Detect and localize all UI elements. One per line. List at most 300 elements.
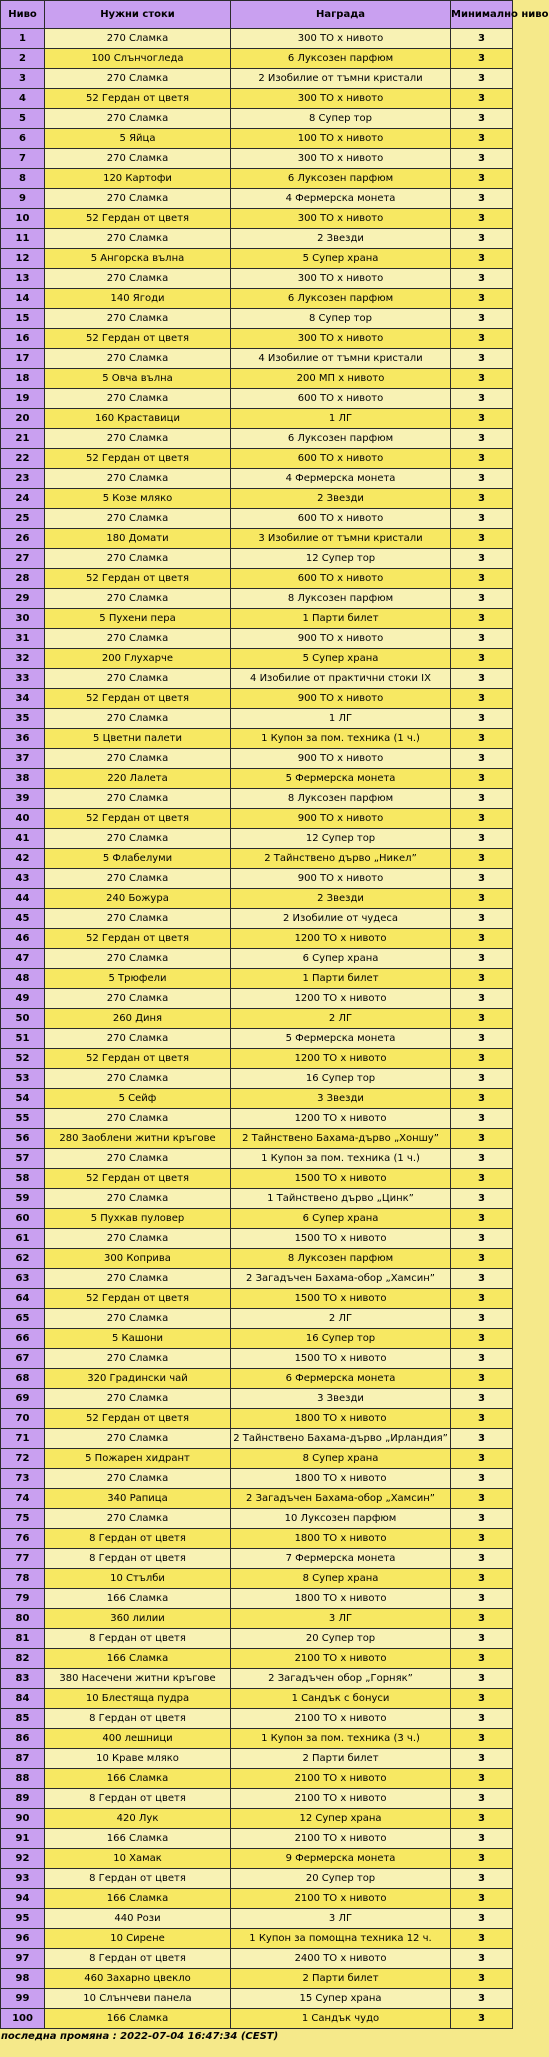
table-row	[1, 909, 513, 929]
min-level-cell: 3	[451, 1589, 513, 1609]
reward-cell: 2100 ТО x нивото	[231, 1769, 451, 1789]
min-level-cell: 3	[451, 129, 513, 149]
level-cell: 73	[1, 1469, 45, 1489]
level-cell: 48	[1, 969, 45, 989]
column-header-goods: Нужни стоки	[45, 1, 231, 29]
goods-cell: 460 Захарно цвекло	[45, 1969, 231, 1989]
table-row	[1, 1489, 513, 1509]
level-cell: 52	[1, 1049, 45, 1069]
table-row	[1, 469, 513, 489]
level-cell: 13	[1, 269, 45, 289]
min-level-cell: 3	[451, 1989, 513, 2009]
level-cell: 83	[1, 1669, 45, 1689]
table-row	[1, 449, 513, 469]
column-header-reward: Награда	[231, 1, 451, 29]
table-row	[1, 1289, 513, 1309]
reward-cell: 2 Изобилие от чудеса	[231, 909, 451, 929]
min-level-cell: 3	[451, 1209, 513, 1229]
goods-cell: 270 Сламка	[45, 1309, 231, 1329]
goods-cell: 270 Сламка	[45, 789, 231, 809]
table-row	[1, 349, 513, 369]
reward-cell: 1500 ТО x нивото	[231, 1229, 451, 1249]
min-level-cell: 3	[451, 309, 513, 329]
table-row	[1, 309, 513, 329]
last-modified-note: последна промяна : 2022-07-04 16:47:34 (CEST)	[1, 2031, 279, 2042]
table-row	[1, 1669, 513, 1689]
reward-cell: 4 Фермерска монета	[231, 469, 451, 489]
reward-cell: 4 Изобилие от практични стоки IX	[231, 669, 451, 689]
goods-cell: 8 Гердан от цветя	[45, 1709, 231, 1729]
level-cell: 42	[1, 849, 45, 869]
goods-cell: 220 Лалета	[45, 769, 231, 789]
reward-cell: 300 ТО x нивото	[231, 209, 451, 229]
table-row	[1, 1189, 513, 1209]
table-row	[1, 289, 513, 309]
min-level-cell: 3	[451, 1769, 513, 1789]
level-cell: 77	[1, 1549, 45, 1569]
goods-cell: 52 Гердан от цветя	[45, 1289, 231, 1309]
reward-cell: 6 Супер храна	[231, 949, 451, 969]
min-level-cell: 3	[451, 709, 513, 729]
reward-cell: 6 Луксозен парфюм	[231, 49, 451, 69]
goods-cell: 5 Флабелуми	[45, 849, 231, 869]
goods-cell: 270 Сламка	[45, 1429, 231, 1449]
level-cell: 95	[1, 1909, 45, 1929]
table-row	[1, 1269, 513, 1289]
goods-cell: 380 Насечени житни кръгове	[45, 1669, 231, 1689]
goods-cell: 270 Сламка	[45, 389, 231, 409]
reward-cell: 100 ТО x нивото	[231, 129, 451, 149]
level-cell: 87	[1, 1749, 45, 1769]
goods-cell: 166 Сламка	[45, 1769, 231, 1789]
min-level-cell: 3	[451, 1609, 513, 1629]
table-row	[1, 1309, 513, 1329]
min-level-cell: 3	[451, 1929, 513, 1949]
level-cell: 21	[1, 429, 45, 449]
table-row	[1, 869, 513, 889]
level-cell: 68	[1, 1369, 45, 1389]
table-row	[1, 829, 513, 849]
reward-cell: 2 Загадъчен обор „Горняк”	[231, 1669, 451, 1689]
level-cell: 70	[1, 1409, 45, 1429]
goods-cell: 8 Гердан от цветя	[45, 1949, 231, 1969]
reward-cell: 9 Фермерска монета	[231, 1849, 451, 1869]
level-cell: 82	[1, 1649, 45, 1669]
goods-cell: 5 Сейф	[45, 1089, 231, 1109]
level-cell: 5	[1, 109, 45, 129]
table-row	[1, 529, 513, 549]
reward-cell: 1 ЛГ	[231, 709, 451, 729]
table-row	[1, 109, 513, 129]
min-level-cell: 3	[451, 1529, 513, 1549]
goods-cell: 270 Сламка	[45, 149, 231, 169]
table-row	[1, 1329, 513, 1349]
level-cell: 94	[1, 1889, 45, 1909]
min-level-cell: 3	[451, 409, 513, 429]
reward-cell: 600 ТО x нивото	[231, 449, 451, 469]
table-row	[1, 1889, 513, 1909]
min-level-cell: 3	[451, 1869, 513, 1889]
goods-cell: 5 Яйца	[45, 129, 231, 149]
table-row	[1, 1549, 513, 1569]
table-row	[1, 2009, 513, 2029]
level-cell: 85	[1, 1709, 45, 1729]
table-row	[1, 1989, 513, 2009]
min-level-cell: 3	[451, 669, 513, 689]
goods-cell: 270 Сламка	[45, 989, 231, 1009]
goods-cell: 160 Краставици	[45, 409, 231, 429]
min-level-cell: 3	[451, 1489, 513, 1509]
level-cell: 43	[1, 869, 45, 889]
reward-cell: 12 Супер тор	[231, 549, 451, 569]
min-level-cell: 3	[451, 569, 513, 589]
level-cell: 89	[1, 1789, 45, 1809]
table-row	[1, 1809, 513, 1829]
reward-cell: 2 Тайнствено дърво „Никел”	[231, 849, 451, 869]
min-level-cell: 3	[451, 1669, 513, 1689]
goods-cell: 52 Гердан от цветя	[45, 89, 231, 109]
level-cell: 78	[1, 1569, 45, 1589]
table-row	[1, 489, 513, 509]
reward-cell: 2 ЛГ	[231, 1309, 451, 1329]
reward-cell: 2400 ТО x нивото	[231, 1949, 451, 1969]
reward-cell: 16 Супер тор	[231, 1069, 451, 1089]
reward-cell: 2 Звезди	[231, 489, 451, 509]
reward-cell: 300 ТО x нивото	[231, 269, 451, 289]
reward-cell: 1 Сандък с бонуси	[231, 1689, 451, 1709]
reward-cell: 2 Загадъчен Бахама-обор „Хамсин”	[231, 1489, 451, 1509]
goods-cell: 270 Сламка	[45, 709, 231, 729]
level-cell: 36	[1, 729, 45, 749]
level-cell: 24	[1, 489, 45, 509]
goods-cell: 270 Сламка	[45, 669, 231, 689]
reward-cell: 1800 ТО x нивото	[231, 1469, 451, 1489]
min-level-cell: 3	[451, 249, 513, 269]
goods-cell: 270 Сламка	[45, 1069, 231, 1089]
min-level-cell: 3	[451, 1249, 513, 1269]
min-level-cell: 3	[451, 629, 513, 649]
level-cell: 76	[1, 1529, 45, 1549]
reward-cell: 2100 ТО x нивото	[231, 1889, 451, 1909]
table-row	[1, 1109, 513, 1129]
reward-cell: 900 ТО x нивото	[231, 809, 451, 829]
goods-cell: 200 Глухарче	[45, 649, 231, 669]
goods-cell: 10 Стълби	[45, 1569, 231, 1589]
level-cell: 56	[1, 1129, 45, 1149]
level-cell: 49	[1, 989, 45, 1009]
goods-cell: 270 Сламка	[45, 1149, 231, 1169]
goods-cell: 270 Сламка	[45, 909, 231, 929]
min-level-cell: 3	[451, 1889, 513, 1909]
reward-cell: 5 Фермерска монета	[231, 769, 451, 789]
table-row	[1, 549, 513, 569]
level-cell: 19	[1, 389, 45, 409]
reward-cell: 10 Луксозен парфюм	[231, 1509, 451, 1529]
goods-cell: 10 Краве мляко	[45, 1749, 231, 1769]
reward-cell: 1200 ТО x нивото	[231, 1049, 451, 1069]
goods-cell: 270 Сламка	[45, 269, 231, 289]
min-level-cell: 3	[451, 1049, 513, 1069]
min-level-cell: 3	[451, 1969, 513, 1989]
goods-cell: 270 Сламка	[45, 69, 231, 89]
goods-cell: 120 Картофи	[45, 169, 231, 189]
goods-cell: 270 Сламка	[45, 1189, 231, 1209]
goods-cell: 5 Трюфели	[45, 969, 231, 989]
goods-cell: 5 Ангорска вълна	[45, 249, 231, 269]
min-level-cell: 3	[451, 1189, 513, 1209]
level-cell: 54	[1, 1089, 45, 1109]
reward-cell: 300 ТО x нивото	[231, 89, 451, 109]
table-row	[1, 1849, 513, 1869]
min-level-cell: 3	[451, 909, 513, 929]
goods-cell: 300 Коприва	[45, 1249, 231, 1269]
goods-cell: 8 Гердан от цветя	[45, 1549, 231, 1569]
table-row	[1, 669, 513, 689]
goods-cell: 10 Блестяща пудра	[45, 1689, 231, 1709]
table-row	[1, 209, 513, 229]
table-row	[1, 1949, 513, 1969]
min-level-cell: 3	[451, 1569, 513, 1589]
reward-cell: 8 Луксозен парфюм	[231, 589, 451, 609]
level-cell: 59	[1, 1189, 45, 1209]
goods-cell: 52 Гердан от цветя	[45, 809, 231, 829]
min-level-cell: 3	[451, 469, 513, 489]
level-cell: 61	[1, 1229, 45, 1249]
table-row	[1, 169, 513, 189]
goods-cell: 10 Слънчеви панела	[45, 1989, 231, 2009]
min-level-cell: 3	[451, 529, 513, 549]
level-cell: 62	[1, 1249, 45, 1269]
level-cell: 44	[1, 889, 45, 909]
table-row	[1, 29, 513, 49]
min-level-cell: 3	[451, 369, 513, 389]
table-row	[1, 629, 513, 649]
min-level-cell: 3	[451, 549, 513, 569]
reward-cell: 600 ТО x нивото	[231, 509, 451, 529]
goods-cell: 166 Сламка	[45, 1649, 231, 1669]
min-level-cell: 3	[451, 49, 513, 69]
min-level-cell: 3	[451, 329, 513, 349]
goods-cell: 8 Гердан от цветя	[45, 1869, 231, 1889]
table-row	[1, 329, 513, 349]
min-level-cell: 3	[451, 1369, 513, 1389]
reward-cell: 1 Парти билет	[231, 609, 451, 629]
min-level-cell: 3	[451, 1509, 513, 1529]
table-row	[1, 269, 513, 289]
reward-cell: 8 Супер храна	[231, 1569, 451, 1589]
level-cell: 45	[1, 909, 45, 929]
table-row	[1, 1249, 513, 1269]
table-row	[1, 889, 513, 909]
goods-cell: 270 Сламка	[45, 429, 231, 449]
min-level-cell: 3	[451, 789, 513, 809]
table-row	[1, 429, 513, 449]
min-level-cell: 3	[451, 1449, 513, 1469]
table-row	[1, 149, 513, 169]
min-level-cell: 3	[451, 849, 513, 869]
goods-cell: 420 Лук	[45, 1809, 231, 1829]
level-cell: 6	[1, 129, 45, 149]
level-cell: 3	[1, 69, 45, 89]
table-row	[1, 1429, 513, 1449]
level-cell: 39	[1, 789, 45, 809]
table-row	[1, 1589, 513, 1609]
reward-cell: 200 МП x нивото	[231, 369, 451, 389]
level-cell: 50	[1, 1009, 45, 1029]
min-level-cell: 3	[451, 1009, 513, 1029]
reward-cell: 2100 ТО x нивото	[231, 1709, 451, 1729]
min-level-cell: 3	[451, 289, 513, 309]
min-level-cell: 3	[451, 1169, 513, 1189]
table-row	[1, 1089, 513, 1109]
level-cell: 47	[1, 949, 45, 969]
table-row	[1, 229, 513, 249]
level-cell: 8	[1, 169, 45, 189]
reward-cell: 7 Фермерска монета	[231, 1549, 451, 1569]
min-level-cell: 3	[451, 989, 513, 1009]
table-row	[1, 1129, 513, 1149]
reward-cell: 2 Тайнствено Бахама-дърво „Хоншу”	[231, 1129, 451, 1149]
reward-cell: 900 ТО x нивото	[231, 749, 451, 769]
reward-cell: 1200 ТО x нивото	[231, 989, 451, 1009]
goods-cell: 52 Гердан от цветя	[45, 569, 231, 589]
reward-cell: 2 ЛГ	[231, 1009, 451, 1029]
goods-cell: 270 Сламка	[45, 109, 231, 129]
table-row	[1, 969, 513, 989]
level-cell: 2	[1, 49, 45, 69]
reward-cell: 2 Парти билет	[231, 1749, 451, 1769]
level-cell: 93	[1, 1869, 45, 1889]
min-level-cell: 3	[451, 89, 513, 109]
level-cell: 28	[1, 569, 45, 589]
min-level-cell: 3	[451, 689, 513, 709]
table-row	[1, 709, 513, 729]
level-cell: 10	[1, 209, 45, 229]
min-level-cell: 3	[451, 889, 513, 909]
level-cell: 31	[1, 629, 45, 649]
goods-cell: 8 Гердан от цветя	[45, 1629, 231, 1649]
level-cell: 99	[1, 1989, 45, 2009]
level-cell: 37	[1, 749, 45, 769]
table-row	[1, 1649, 513, 1669]
reward-cell: 3 Изобилие от тъмни кристали	[231, 529, 451, 549]
min-level-cell: 3	[451, 69, 513, 89]
goods-cell: 260 Диня	[45, 1009, 231, 1029]
goods-cell: 270 Сламка	[45, 1389, 231, 1409]
level-cell: 81	[1, 1629, 45, 1649]
table-row	[1, 1769, 513, 1789]
goods-cell: 166 Сламка	[45, 1889, 231, 1909]
reward-cell: 1 Сандък чудо	[231, 2009, 451, 2029]
goods-cell: 270 Сламка	[45, 1349, 231, 1369]
reward-cell: 1 Парти билет	[231, 969, 451, 989]
table-row	[1, 1969, 513, 1989]
min-level-cell: 3	[451, 1829, 513, 1849]
reward-cell: 5 Супер храна	[231, 649, 451, 669]
table-row	[1, 1909, 513, 1929]
min-level-cell: 3	[451, 489, 513, 509]
table-row	[1, 1029, 513, 1049]
table-row	[1, 809, 513, 829]
goods-cell: 270 Сламка	[45, 469, 231, 489]
table-row	[1, 369, 513, 389]
table-row	[1, 89, 513, 109]
min-level-cell: 3	[451, 149, 513, 169]
reward-cell: 2 Звезди	[231, 229, 451, 249]
reward-cell: 1800 ТО x нивото	[231, 1409, 451, 1429]
level-cell: 55	[1, 1109, 45, 1129]
table-row	[1, 1389, 513, 1409]
reward-cell: 1 Тайнствено дърво „Цинк”	[231, 1189, 451, 1209]
table-row	[1, 49, 513, 69]
table-row	[1, 1729, 513, 1749]
table-row	[1, 189, 513, 209]
reward-cell: 5 Фермерска монета	[231, 1029, 451, 1049]
table-row	[1, 1449, 513, 1469]
table-row	[1, 1929, 513, 1949]
goods-cell: 166 Сламка	[45, 2009, 231, 2029]
goods-cell: 180 Домати	[45, 529, 231, 549]
min-level-cell: 3	[451, 429, 513, 449]
goods-cell: 270 Сламка	[45, 349, 231, 369]
min-level-cell: 3	[451, 109, 513, 129]
reward-cell: 2 Загадъчен Бахама-обор „Хамсин”	[231, 1269, 451, 1289]
goods-cell: 10 Хамак	[45, 1849, 231, 1869]
min-level-cell: 3	[451, 1549, 513, 1569]
goods-cell: 270 Сламка	[45, 1229, 231, 1249]
table-row	[1, 1749, 513, 1769]
reward-cell: 3 Звезди	[231, 1389, 451, 1409]
min-level-cell: 3	[451, 649, 513, 669]
goods-cell: 270 Сламка	[45, 589, 231, 609]
goods-cell: 280 Заоблени житни кръгове	[45, 1129, 231, 1149]
level-cell: 9	[1, 189, 45, 209]
level-cell: 4	[1, 89, 45, 109]
min-level-cell: 3	[451, 1389, 513, 1409]
table-row	[1, 1149, 513, 1169]
level-cell: 66	[1, 1329, 45, 1349]
level-cell: 7	[1, 149, 45, 169]
reward-cell: 8 Супер тор	[231, 309, 451, 329]
reward-cell: 1200 ТО x нивото	[231, 1109, 451, 1129]
level-cell: 97	[1, 1949, 45, 1969]
level-cell: 57	[1, 1149, 45, 1169]
min-level-cell: 3	[451, 1129, 513, 1149]
goods-cell: 5 Пухени пера	[45, 609, 231, 629]
column-header-min-level: Минимално ниво	[451, 1, 513, 29]
table-row	[1, 1689, 513, 1709]
goods-cell: 52 Гердан от цветя	[45, 929, 231, 949]
reward-cell: 4 Изобилие от тъмни кристали	[231, 349, 451, 369]
reward-cell: 20 Супер тор	[231, 1629, 451, 1649]
reward-cell: 12 Супер храна	[231, 1809, 451, 1829]
level-cell: 75	[1, 1509, 45, 1529]
min-level-cell: 3	[451, 209, 513, 229]
reward-cell: 2 Парти билет	[231, 1969, 451, 1989]
goods-cell: 270 Сламка	[45, 829, 231, 849]
min-level-cell: 3	[451, 1909, 513, 1929]
table-row	[1, 849, 513, 869]
goods-cell: 270 Сламка	[45, 1109, 231, 1129]
goods-cell: 320 Градински чай	[45, 1369, 231, 1389]
level-cell: 92	[1, 1849, 45, 1869]
reward-cell: 2100 ТО x нивото	[231, 1649, 451, 1669]
goods-cell: 270 Сламка	[45, 1509, 231, 1529]
reward-cell: 2 Тайнствено Бахама-дърво „Ирландия”	[231, 1429, 451, 1449]
reward-cell: 300 ТО x нивото	[231, 29, 451, 49]
goods-cell: 240 Божура	[45, 889, 231, 909]
min-level-cell: 3	[451, 169, 513, 189]
